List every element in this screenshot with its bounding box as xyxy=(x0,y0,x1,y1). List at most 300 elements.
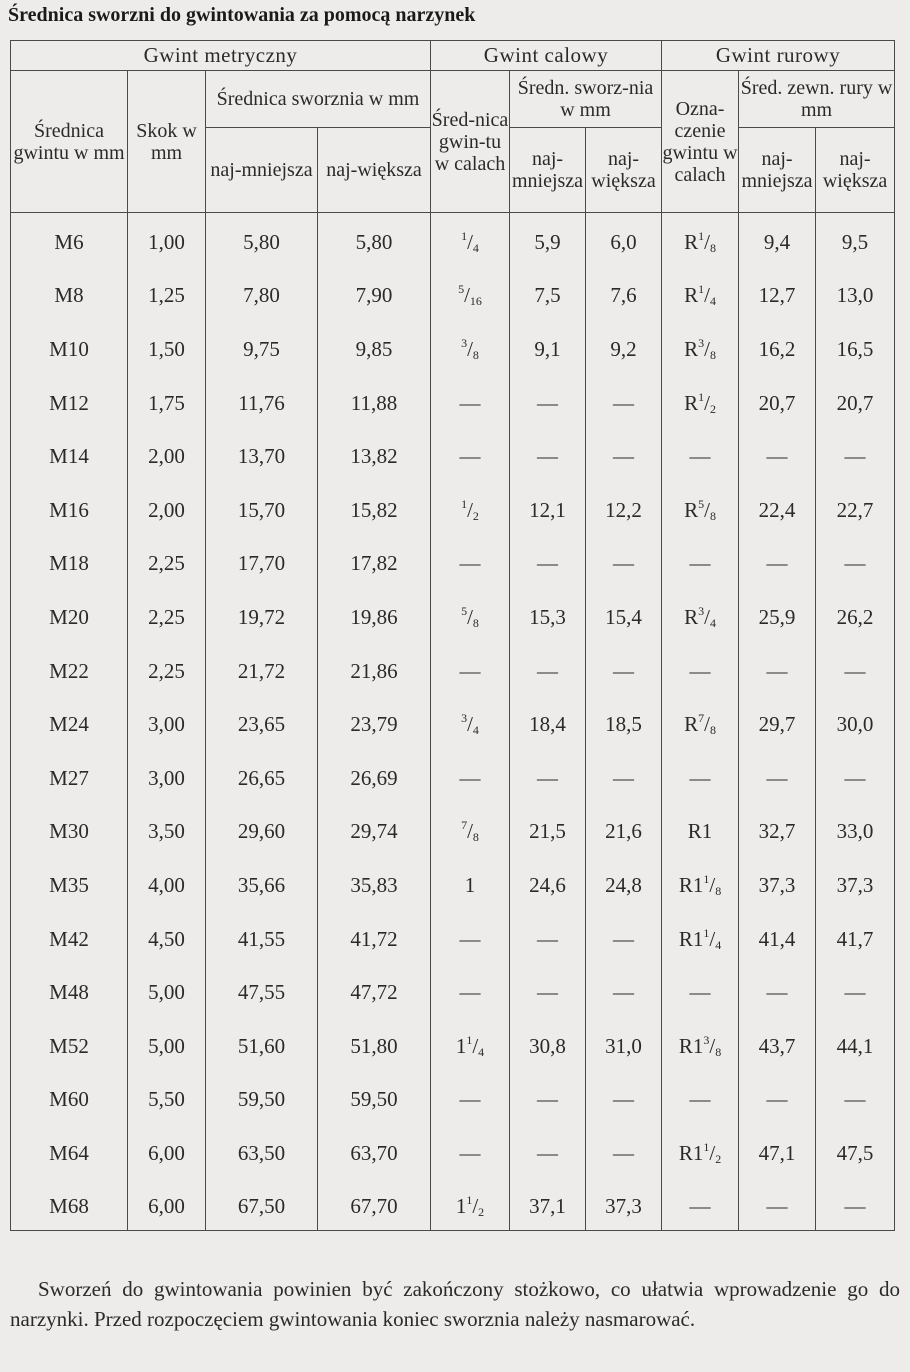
cell-pipe-designation-numerator: 1 xyxy=(703,1139,710,1154)
cell-inch-diameter-numerator: 3 xyxy=(461,711,468,726)
cell-pipe-max: 37,3 xyxy=(816,856,895,910)
cell-inch-diameter-whole: — xyxy=(459,980,481,1005)
cell-pipe-designation xyxy=(662,427,739,481)
cell-pipe-designation-denominator: 8 xyxy=(715,1044,722,1059)
cell-pitch: 3,00 xyxy=(128,695,206,749)
cell-inch-diameter-denominator: 8 xyxy=(472,615,479,630)
cell-inch-bolt-max: 37,3 xyxy=(586,1177,662,1231)
cell-inch-diameter-numerator: 1 xyxy=(461,229,468,244)
group-header-metric: Gwint metryczny xyxy=(11,41,431,71)
cell-pipe-max: 16,5 xyxy=(816,320,895,374)
cell-pipe-max: — xyxy=(816,427,895,481)
table-row xyxy=(11,588,895,642)
cell-inch-bolt-max: 6,0 xyxy=(586,213,662,267)
cell-pipe-designation xyxy=(662,641,739,695)
cell-pipe-designation xyxy=(662,909,739,963)
cell-inch-bolt-max: 9,2 xyxy=(586,320,662,374)
cell-pipe-designation-numerator: 1 xyxy=(703,925,710,940)
cell-bolt-min: 7,80 xyxy=(206,266,318,320)
cell-pipe-max: 41,7 xyxy=(816,909,895,963)
cell-inch-diameter-whole: 1 xyxy=(455,1194,467,1219)
cell-pipe-designation-whole: R1 xyxy=(678,1033,704,1058)
cell-pipe-min: 43,7 xyxy=(739,1016,816,1070)
cell-inch-diameter-whole: — xyxy=(459,1140,481,1165)
cell-inch-bolt-min: — xyxy=(510,1070,586,1124)
table-row xyxy=(11,802,895,856)
cell-pipe-designation-numerator: 5 xyxy=(698,496,705,511)
cell-bolt-min: 17,70 xyxy=(206,534,318,588)
cell-pipe-min: 25,9 xyxy=(739,588,816,642)
header-min: naj-mniejsza xyxy=(206,128,318,213)
cell-inch-bolt-min: — xyxy=(510,748,586,802)
cell-inch-bolt-min: 7,5 xyxy=(510,266,586,320)
cell-metric-diameter: M24 xyxy=(11,695,128,749)
cell-inch-bolt-max: 21,6 xyxy=(586,802,662,856)
cell-pipe-designation-numerator: 1 xyxy=(698,389,705,404)
cell-inch-diameter xyxy=(431,266,510,320)
cell-inch-bolt-min: 18,4 xyxy=(510,695,586,749)
cell-pipe-designation-denominator: 2 xyxy=(709,401,716,416)
cell-pipe-max: 47,5 xyxy=(816,1124,895,1178)
cell-pipe-designation-whole: — xyxy=(689,658,711,683)
cell-bolt-max: 11,88 xyxy=(318,373,431,427)
table-row xyxy=(11,266,895,320)
cell-pipe-designation-denominator: 2 xyxy=(715,1151,722,1166)
cell-metric-diameter: M35 xyxy=(11,856,128,910)
cell-pipe-max: — xyxy=(816,534,895,588)
cell-metric-diameter: M42 xyxy=(11,909,128,963)
cell-pipe-designation xyxy=(662,1124,739,1178)
cell-metric-diameter: M22 xyxy=(11,641,128,695)
cell-pipe-min: 47,1 xyxy=(739,1124,816,1178)
cell-bolt-min: 23,65 xyxy=(206,695,318,749)
cell-pipe-designation-numerator: 1 xyxy=(698,229,705,244)
cell-inch-bolt-min: 9,1 xyxy=(510,320,586,374)
cell-inch-diameter-whole: — xyxy=(459,390,481,415)
cell-bolt-min: 51,60 xyxy=(206,1016,318,1070)
cell-inch-diameter-fraction-slash: / xyxy=(467,336,473,361)
cell-pipe-designation-numerator: 3 xyxy=(703,1032,710,1047)
cell-inch-diameter-fraction-slash: / xyxy=(464,283,470,308)
cell-bolt-min: 59,50 xyxy=(206,1070,318,1124)
cell-metric-diameter: M48 xyxy=(11,963,128,1017)
cell-pipe-max: — xyxy=(816,963,895,1017)
cell-pipe-designation-fraction-slash: / xyxy=(709,1140,716,1165)
cell-pitch: 1,75 xyxy=(128,373,206,427)
cell-pipe-designation xyxy=(662,1016,739,1070)
cell-bolt-max: 5,80 xyxy=(318,213,431,267)
cell-bolt-min: 21,72 xyxy=(206,641,318,695)
cell-bolt-max: 21,86 xyxy=(318,641,431,695)
cell-pipe-designation-fraction-slash: / xyxy=(709,872,716,897)
cell-inch-diameter-denominator: 4 xyxy=(478,1044,485,1059)
table-row xyxy=(11,534,895,588)
cell-inch-diameter-whole: 1 xyxy=(455,1033,467,1058)
cell-inch-bolt-max: 7,6 xyxy=(586,266,662,320)
cell-inch-diameter xyxy=(431,1070,510,1124)
cell-inch-bolt-max: — xyxy=(586,427,662,481)
cell-pipe-min: — xyxy=(739,534,816,588)
cell-pipe-designation xyxy=(662,963,739,1017)
cell-pipe-designation xyxy=(662,695,739,749)
thread-bolt-table xyxy=(10,40,895,1231)
header-max: naj-większa xyxy=(318,128,431,213)
cell-inch-diameter-numerator: 5 xyxy=(461,603,468,618)
footnote-text: Sworzeń do gwintowania powinien być zakończony stożkowo, co ułatwia wprowadzenie go do narzynki. Przed rozpoczęciem gwintowania koniec sworznia należy nasmarować. xyxy=(10,1277,900,1331)
cell-pipe-max: 13,0 xyxy=(816,266,895,320)
cell-inch-bolt-min: — xyxy=(510,1124,586,1178)
cell-pipe-designation-fraction-slash: / xyxy=(704,712,710,737)
cell-inch-bolt-max: 31,0 xyxy=(586,1016,662,1070)
cell-pitch: 2,25 xyxy=(128,534,206,588)
cell-pipe-designation-denominator: 4 xyxy=(709,615,716,630)
cell-bolt-max: 41,72 xyxy=(318,909,431,963)
cell-pipe-designation-whole: R1 xyxy=(678,926,704,951)
cell-pitch: 3,00 xyxy=(128,748,206,802)
cell-pipe-designation-numerator: 3 xyxy=(698,603,705,618)
cell-bolt-max: 51,80 xyxy=(318,1016,431,1070)
cell-inch-diameter-fraction-slash: / xyxy=(467,604,473,629)
cell-pipe-designation-denominator: 8 xyxy=(715,883,722,898)
cell-metric-diameter: M20 xyxy=(11,588,128,642)
footnote xyxy=(10,1274,900,1334)
cell-bolt-max: 23,79 xyxy=(318,695,431,749)
cell-inch-diameter xyxy=(431,641,510,695)
cell-inch-diameter-numerator: 1 xyxy=(461,496,468,511)
cell-pitch: 1,50 xyxy=(128,320,206,374)
cell-inch-diameter-fraction-slash: / xyxy=(467,230,473,255)
cell-pipe-min: 29,7 xyxy=(739,695,816,749)
cell-pipe-designation-whole: R xyxy=(684,230,699,255)
cell-metric-diameter: M60 xyxy=(11,1070,128,1124)
cell-inch-bolt-min: — xyxy=(510,963,586,1017)
table-body xyxy=(11,213,895,1231)
cell-pipe-designation xyxy=(662,588,739,642)
cell-pipe-designation-fraction-slash: / xyxy=(709,1033,716,1058)
cell-pipe-designation-whole: R xyxy=(684,390,699,415)
cell-bolt-max: 67,70 xyxy=(318,1177,431,1231)
table-row xyxy=(11,695,895,749)
cell-bolt-min: 29,60 xyxy=(206,802,318,856)
cell-bolt-max: 7,90 xyxy=(318,266,431,320)
page-title: Średnica sworzni do gwintowania za pomocą narzynek xyxy=(8,4,476,26)
cell-inch-diameter xyxy=(431,588,510,642)
cell-inch-bolt-max: — xyxy=(586,641,662,695)
header-pipe-designation: Ozna-czenie gwintu w calach xyxy=(662,71,739,213)
cell-pitch: 2,25 xyxy=(128,641,206,695)
cell-pipe-max: 30,0 xyxy=(816,695,895,749)
cell-pitch: 2,00 xyxy=(128,480,206,534)
cell-pitch: 2,00 xyxy=(128,427,206,481)
header-max: naj-większa xyxy=(816,128,895,213)
cell-pipe-designation-whole: R1 xyxy=(678,1140,704,1165)
cell-inch-diameter xyxy=(431,1016,510,1070)
cell-inch-diameter-fraction-slash: / xyxy=(467,712,473,737)
cell-pipe-designation-numerator: 1 xyxy=(703,871,710,886)
cell-pipe-designation-whole: R xyxy=(684,283,699,308)
cell-pipe-min: — xyxy=(739,427,816,481)
cell-pipe-designation-whole: R xyxy=(684,497,699,522)
cell-pipe-max: 26,2 xyxy=(816,588,895,642)
cell-inch-bolt-max: 15,4 xyxy=(586,588,662,642)
cell-bolt-max: 13,82 xyxy=(318,427,431,481)
cell-inch-diameter xyxy=(431,320,510,374)
cell-bolt-min: 19,72 xyxy=(206,588,318,642)
cell-bolt-max: 63,70 xyxy=(318,1124,431,1178)
table-row xyxy=(11,213,895,267)
table-row xyxy=(11,480,895,534)
cell-pipe-max: 22,7 xyxy=(816,480,895,534)
cell-pipe-designation-denominator: 8 xyxy=(709,508,716,523)
cell-inch-diameter-fraction-slash: / xyxy=(472,1033,479,1058)
cell-inch-bolt-max: — xyxy=(586,373,662,427)
cell-inch-bolt-max: 18,5 xyxy=(586,695,662,749)
cell-inch-bolt-max: 24,8 xyxy=(586,856,662,910)
cell-pipe-designation xyxy=(662,1070,739,1124)
cell-pipe-min: — xyxy=(739,1070,816,1124)
cell-pitch: 1,25 xyxy=(128,266,206,320)
cell-inch-bolt-max: — xyxy=(586,909,662,963)
cell-pipe-designation-fraction-slash: / xyxy=(709,926,716,951)
cell-pipe-designation-whole: R xyxy=(684,336,699,361)
cell-pipe-min: — xyxy=(739,641,816,695)
cell-bolt-max: 47,72 xyxy=(318,963,431,1017)
cell-inch-diameter-whole: — xyxy=(459,658,481,683)
cell-bolt-max: 59,50 xyxy=(318,1070,431,1124)
cell-inch-diameter xyxy=(431,963,510,1017)
cell-inch-bolt-min: — xyxy=(510,909,586,963)
header-min: naj-mniejsza xyxy=(739,128,816,213)
cell-inch-diameter-fraction-slash: / xyxy=(472,1194,479,1219)
cell-bolt-max: 29,74 xyxy=(318,802,431,856)
cell-pipe-min: — xyxy=(739,748,816,802)
cell-inch-bolt-min: — xyxy=(510,641,586,695)
cell-inch-diameter-denominator: 2 xyxy=(472,508,479,523)
table-row xyxy=(11,748,895,802)
cell-inch-diameter-numerator: 5 xyxy=(458,282,465,297)
cell-pitch: 1,00 xyxy=(128,213,206,267)
cell-pipe-designation xyxy=(662,748,739,802)
table-row xyxy=(11,856,895,910)
cell-pipe-designation-fraction-slash: / xyxy=(704,497,710,522)
cell-inch-diameter xyxy=(431,373,510,427)
cell-pipe-designation-denominator: 8 xyxy=(709,241,716,256)
cell-pipe-designation-whole: R1 xyxy=(678,872,704,897)
cell-metric-diameter: M6 xyxy=(11,213,128,267)
cell-bolt-max: 26,69 xyxy=(318,748,431,802)
cell-inch-diameter xyxy=(431,909,510,963)
cell-pipe-designation xyxy=(662,480,739,534)
header-metric-diameter: Średnica gwintu w mm xyxy=(11,71,128,213)
table-row xyxy=(11,1124,895,1178)
cell-metric-diameter: M16 xyxy=(11,480,128,534)
cell-inch-bolt-max: — xyxy=(586,1070,662,1124)
cell-inch-diameter xyxy=(431,534,510,588)
cell-metric-diameter: M27 xyxy=(11,748,128,802)
cell-bolt-min: 41,55 xyxy=(206,909,318,963)
cell-inch-diameter-numerator: 3 xyxy=(461,335,468,350)
table-row xyxy=(11,1016,895,1070)
table-row xyxy=(11,427,895,481)
cell-pipe-designation xyxy=(662,1177,739,1231)
cell-pitch: 6,00 xyxy=(128,1124,206,1178)
cell-pipe-designation-whole: — xyxy=(689,1194,711,1219)
cell-inch-bolt-max: — xyxy=(586,1124,662,1178)
cell-inch-diameter xyxy=(431,748,510,802)
cell-inch-diameter-numerator: 1 xyxy=(466,1193,473,1208)
cell-bolt-min: 47,55 xyxy=(206,963,318,1017)
table-row xyxy=(11,909,895,963)
cell-inch-bolt-max: — xyxy=(586,963,662,1017)
header-bolt-diameter: Średnica sworznia w mm xyxy=(206,71,431,128)
cell-pipe-designation xyxy=(662,320,739,374)
cell-inch-diameter-numerator: 1 xyxy=(466,1032,473,1047)
cell-pipe-designation-whole: R1 xyxy=(687,819,713,844)
cell-pipe-designation xyxy=(662,534,739,588)
cell-metric-diameter: M68 xyxy=(11,1177,128,1231)
cell-pipe-min: 32,7 xyxy=(739,802,816,856)
cell-bolt-min: 63,50 xyxy=(206,1124,318,1178)
table-row xyxy=(11,320,895,374)
cell-pipe-designation-whole: — xyxy=(689,444,711,469)
cell-inch-diameter-denominator: 4 xyxy=(472,723,479,738)
cell-inch-bolt-min: — xyxy=(510,427,586,481)
cell-pitch: 5,00 xyxy=(128,963,206,1017)
cell-pipe-designation-whole: R xyxy=(684,604,699,629)
cell-inch-diameter-whole: — xyxy=(459,1087,481,1112)
header-min: naj-mniejsza xyxy=(510,128,586,213)
cell-pipe-min: 22,4 xyxy=(739,480,816,534)
cell-metric-diameter: M30 xyxy=(11,802,128,856)
cell-pipe-designation-fraction-slash: / xyxy=(704,390,710,415)
cell-inch-diameter-denominator: 8 xyxy=(472,830,479,845)
cell-inch-diameter-denominator: 8 xyxy=(472,347,479,362)
cell-pipe-designation-whole: R xyxy=(684,712,699,737)
cell-pipe-designation xyxy=(662,373,739,427)
cell-inch-diameter-whole: — xyxy=(459,765,481,790)
cell-inch-diameter xyxy=(431,427,510,481)
cell-pitch: 4,50 xyxy=(128,909,206,963)
cell-inch-diameter-denominator: 2 xyxy=(478,1205,485,1220)
cell-pipe-min: 20,7 xyxy=(739,373,816,427)
cell-inch-bolt-min: — xyxy=(510,534,586,588)
cell-inch-diameter xyxy=(431,1177,510,1231)
cell-pipe-min: 12,7 xyxy=(739,266,816,320)
cell-pipe-designation-denominator: 4 xyxy=(709,294,716,309)
cell-bolt-min: 13,70 xyxy=(206,427,318,481)
cell-inch-diameter xyxy=(431,802,510,856)
header-pitch: Skok w mm xyxy=(128,71,206,213)
cell-pipe-designation xyxy=(662,802,739,856)
cell-metric-diameter: M8 xyxy=(11,266,128,320)
cell-pipe-min: 9,4 xyxy=(739,213,816,267)
cell-inch-diameter-whole: — xyxy=(459,926,481,951)
cell-inch-diameter xyxy=(431,1124,510,1178)
table-row xyxy=(11,1070,895,1124)
cell-inch-bolt-min: 5,9 xyxy=(510,213,586,267)
cell-inch-bolt-max: — xyxy=(586,534,662,588)
cell-pipe-designation xyxy=(662,213,739,267)
cell-pipe-min: 37,3 xyxy=(739,856,816,910)
cell-pipe-min: — xyxy=(739,963,816,1017)
cell-bolt-max: 35,83 xyxy=(318,856,431,910)
cell-pipe-designation xyxy=(662,856,739,910)
group-header-pipe: Gwint rurowy xyxy=(662,41,895,71)
cell-bolt-min: 67,50 xyxy=(206,1177,318,1231)
cell-metric-diameter: M52 xyxy=(11,1016,128,1070)
cell-pitch: 2,25 xyxy=(128,588,206,642)
cell-pipe-max: 33,0 xyxy=(816,802,895,856)
header-inch-bolt-diameter: Średn. sworz-nia w mm xyxy=(510,71,662,128)
cell-pipe-designation-fraction-slash: / xyxy=(704,336,710,361)
table-row xyxy=(11,373,895,427)
cell-pitch: 5,50 xyxy=(128,1070,206,1124)
cell-inch-diameter-denominator: 16 xyxy=(469,294,482,309)
cell-pipe-min: 41,4 xyxy=(739,909,816,963)
cell-pipe-designation xyxy=(662,266,739,320)
cell-bolt-min: 26,65 xyxy=(206,748,318,802)
cell-inch-bolt-max: 12,2 xyxy=(586,480,662,534)
cell-inch-diameter-denominator: 4 xyxy=(472,241,479,256)
cell-inch-bolt-min: 15,3 xyxy=(510,588,586,642)
header-pipe-outer-diameter: Śred. zewn. rury w mm xyxy=(739,71,895,128)
cell-pipe-min: 16,2 xyxy=(739,320,816,374)
cell-pipe-designation-fraction-slash: / xyxy=(704,230,710,255)
cell-pipe-designation-numerator: 1 xyxy=(698,282,705,297)
cell-bolt-max: 19,86 xyxy=(318,588,431,642)
cell-inch-bolt-min: 12,1 xyxy=(510,480,586,534)
cell-pipe-designation-fraction-slash: / xyxy=(704,604,710,629)
cell-metric-diameter: M64 xyxy=(11,1124,128,1178)
cell-inch-diameter-fraction-slash: / xyxy=(467,819,473,844)
cell-pitch: 3,50 xyxy=(128,802,206,856)
cell-pipe-max: — xyxy=(816,641,895,695)
cell-bolt-min: 5,80 xyxy=(206,213,318,267)
cell-inch-diameter xyxy=(431,480,510,534)
cell-pitch: 4,00 xyxy=(128,856,206,910)
cell-metric-diameter: M14 xyxy=(11,427,128,481)
cell-pipe-designation-whole: — xyxy=(689,1087,711,1112)
cell-pitch: 6,00 xyxy=(128,1177,206,1231)
cell-pipe-max: — xyxy=(816,1070,895,1124)
cell-pipe-designation-whole: — xyxy=(689,765,711,790)
cell-pipe-designation-denominator: 8 xyxy=(709,347,716,362)
cell-inch-bolt-min: — xyxy=(510,373,586,427)
cell-inch-diameter xyxy=(431,695,510,749)
cell-pipe-max: 44,1 xyxy=(816,1016,895,1070)
cell-bolt-max: 17,82 xyxy=(318,534,431,588)
cell-inch-diameter-fraction-slash: / xyxy=(467,497,473,522)
cell-bolt-max: 9,85 xyxy=(318,320,431,374)
cell-inch-diameter xyxy=(431,856,510,910)
cell-inch-diameter xyxy=(431,213,510,267)
cell-pipe-designation-denominator: 8 xyxy=(709,723,716,738)
cell-inch-bolt-min: 21,5 xyxy=(510,802,586,856)
cell-bolt-max: 15,82 xyxy=(318,480,431,534)
cell-inch-diameter-whole: — xyxy=(459,444,481,469)
cell-metric-diameter: M18 xyxy=(11,534,128,588)
cell-inch-bolt-min: 37,1 xyxy=(510,1177,586,1231)
cell-pitch: 5,00 xyxy=(128,1016,206,1070)
cell-metric-diameter: M10 xyxy=(11,320,128,374)
cell-pipe-designation-numerator: 7 xyxy=(698,711,705,726)
cell-bolt-min: 11,76 xyxy=(206,373,318,427)
cell-pipe-max: — xyxy=(816,1177,895,1231)
cell-metric-diameter: M12 xyxy=(11,373,128,427)
cell-bolt-min: 9,75 xyxy=(206,320,318,374)
group-header-inch: Gwint calowy xyxy=(431,41,662,71)
cell-pipe-designation-numerator: 3 xyxy=(698,335,705,350)
